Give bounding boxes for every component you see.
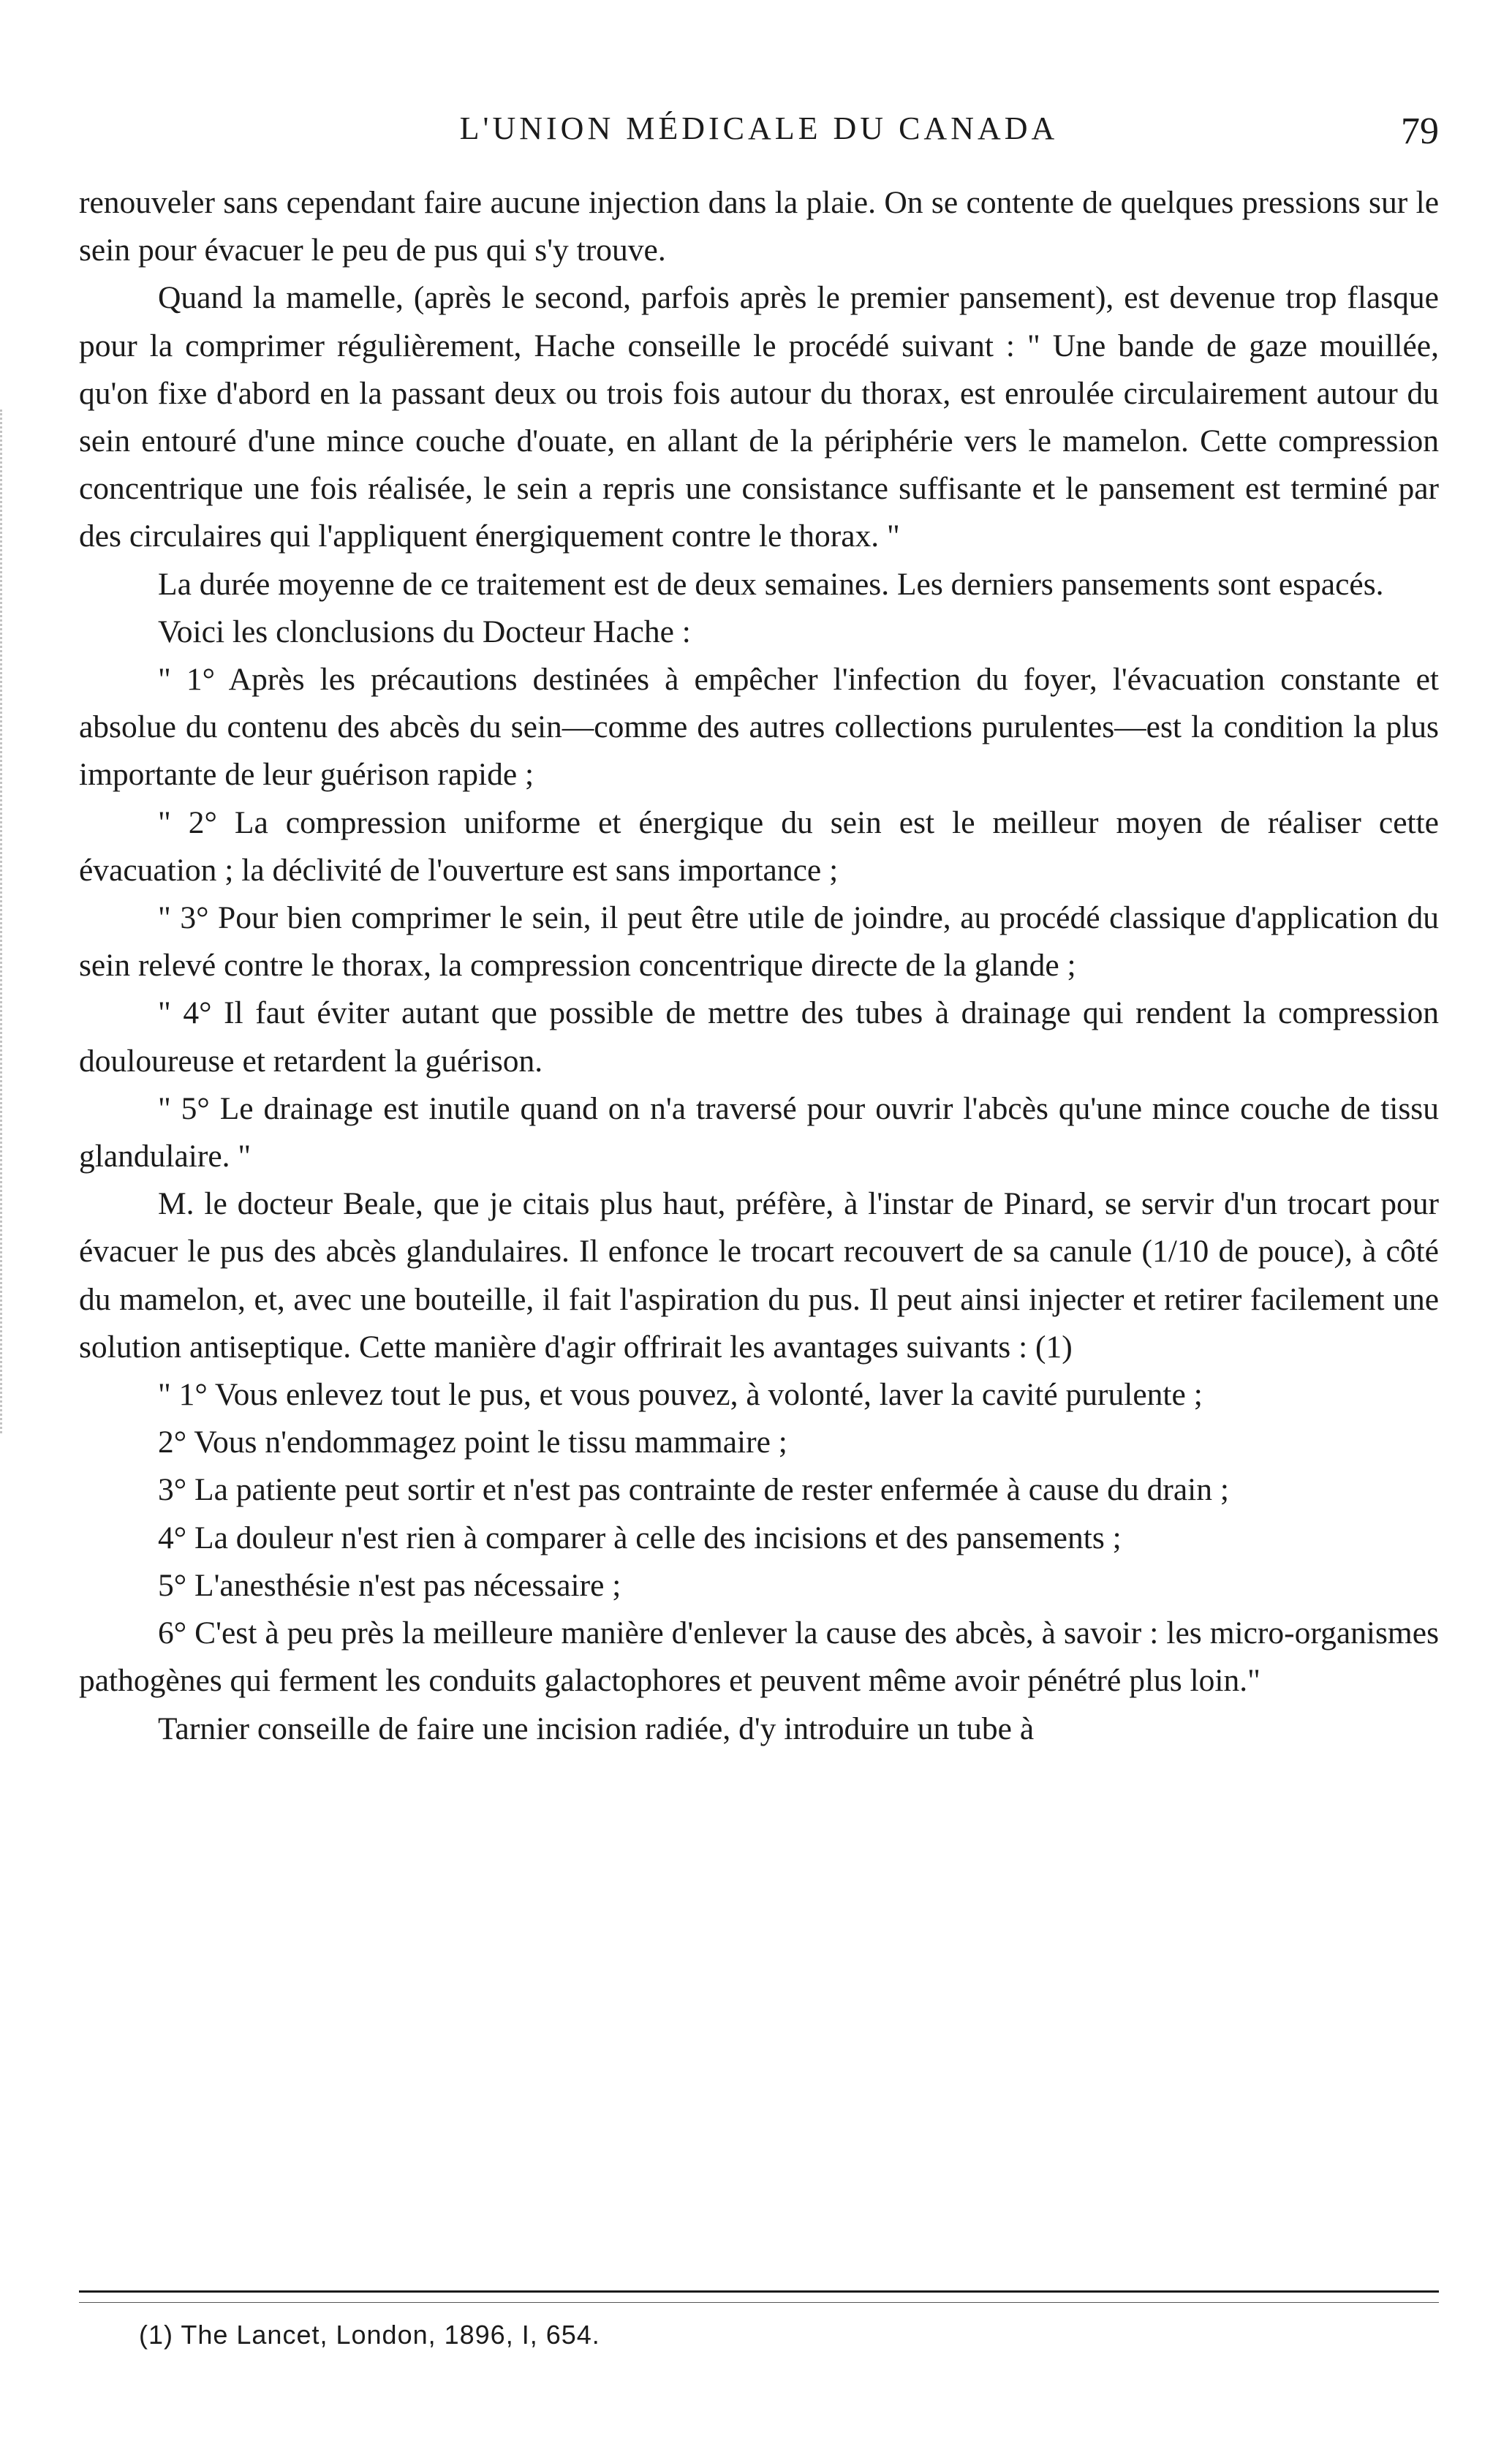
paragraph-treatment-duration: La durée moyenne de ce traitement est de deux semaines. Les derniers pansements sont espacés. bbox=[158, 566, 1384, 602]
advantage-item-6: 6° C'est à peu près la meilleure manière d'enlever la cause des abcès, à savoir : les micro-organismes pathogènes qui ferment les conduits galactophores et peuvent même avoir pénétré plus loin." bbox=[79, 1615, 1439, 1699]
advantage-item-5: 5° L'anesthésie n'est pas nécessaire ; bbox=[158, 1567, 621, 1603]
advantage-item-3: 3° La patiente peut sortir et n'est pas contrainte de rester enfermée à cause du drain ; bbox=[158, 1472, 1229, 1508]
conclusion-item-2: " 2° La compression uniforme et énergique du sein est le meilleur moyen de réaliser cette évacuation ; la déclivité de l'ouverture est sans importance ; bbox=[79, 804, 1439, 888]
paragraph-hache-procedure: Quand la mamelle, (après le second, parfois après le premier pansement), est devenue trop flasque pour la comprimer régulièrement, Hache conseille le procédé suivant : " Une bande de gaze mouillée, qu'on fixe d'abord en la passant deux ou trois fois autour du thorax, est enroulée circulairement autour du sein entouré d'une mince couche d'ouate, en allant de la périphérie vers le mamelon. Cette compression concentrique une fois réalisée, le sein a repris une consistance suffisante et le pansement est terminé par des circulaires qui l'appliquent énergiquement contre le thorax. " bbox=[79, 280, 1439, 554]
paragraph-beale-trocart: M. le docteur Beale, que je citais plus haut, préfère, à l'instar de Pinard, se servir d'un trocart pour évacuer le pus des abcès glandulaires. Il enfonce le trocart recouvert de sa canule (1/10 de pouce), à côté du mamelon, et, avec une bouteille, il fait l'aspiration du pus. Il peut ainsi injecter et retirer facilement une solution antiseptique. Cette manière d'agir offrirait les avantages suivants : (1) bbox=[79, 1186, 1439, 1365]
conclusion-item-3: " 3° Pour bien comprimer le sein, il peut être utile de joindre, au procédé classique d'application du sein relevé contre le thorax, la compression concentrique directe de la glande ; bbox=[79, 900, 1439, 984]
advantage-item-1: " 1° Vous enlevez tout le pus, et vous pouvez, à volonté, laver la cavité purulente ; bbox=[158, 1377, 1203, 1413]
footnote-rule bbox=[79, 2290, 1439, 2293]
paragraph-conclusions-intro: Voici les clonclusions du Docteur Hache : bbox=[158, 614, 691, 649]
page-number: 79 bbox=[1401, 110, 1439, 152]
conclusion-item-4: " 4° Il faut éviter autant que possible de mettre des tubes à drainage qui rendent la compression douloureuse et retardent la guérison. bbox=[79, 995, 1439, 1079]
conclusion-item-1: " 1° Après les précautions destinées à empêcher l'infection du foyer, l'évacuation constante et absolue du contenu des abcès du sein—comme des autres collections purulentes—est la condition la plus importante de leur guérison rapide ; bbox=[79, 662, 1439, 793]
conclusion-item-5: " 5° Le drainage est inutile quand on n'a traversé pour ouvrir l'abcès qu'une mince couche de tissu glandulaire. " bbox=[79, 1090, 1439, 1174]
paragraph-tarnier: Tarnier conseille de faire une incision radiée, d'y introduire un tube à bbox=[158, 1710, 1035, 1746]
running-title: L'UNION MÉDICALE DU CANADA bbox=[459, 110, 1059, 146]
footnote-rule-thin bbox=[79, 2302, 1439, 2303]
advantage-item-4: 4° La douleur n'est rien à comparer à celle des incisions et des pansements ; bbox=[158, 1520, 1122, 1555]
advantage-item-2: 2° Vous n'endommagez point le tissu mammaire ; bbox=[158, 1425, 787, 1460]
footnote: (1) The Lancet, London, 1896, I, 654. bbox=[139, 2320, 600, 2350]
paragraph-continuation: renouveler sans cependant faire aucune injection dans la plaie. On se contente de quelques pressions sur le sein pour évacuer le peu de pus qui s'y trouve. bbox=[79, 185, 1439, 268]
margin-marks bbox=[0, 410, 12, 1433]
body-text bbox=[79, 179, 1439, 1753]
page-header bbox=[79, 110, 1439, 161]
